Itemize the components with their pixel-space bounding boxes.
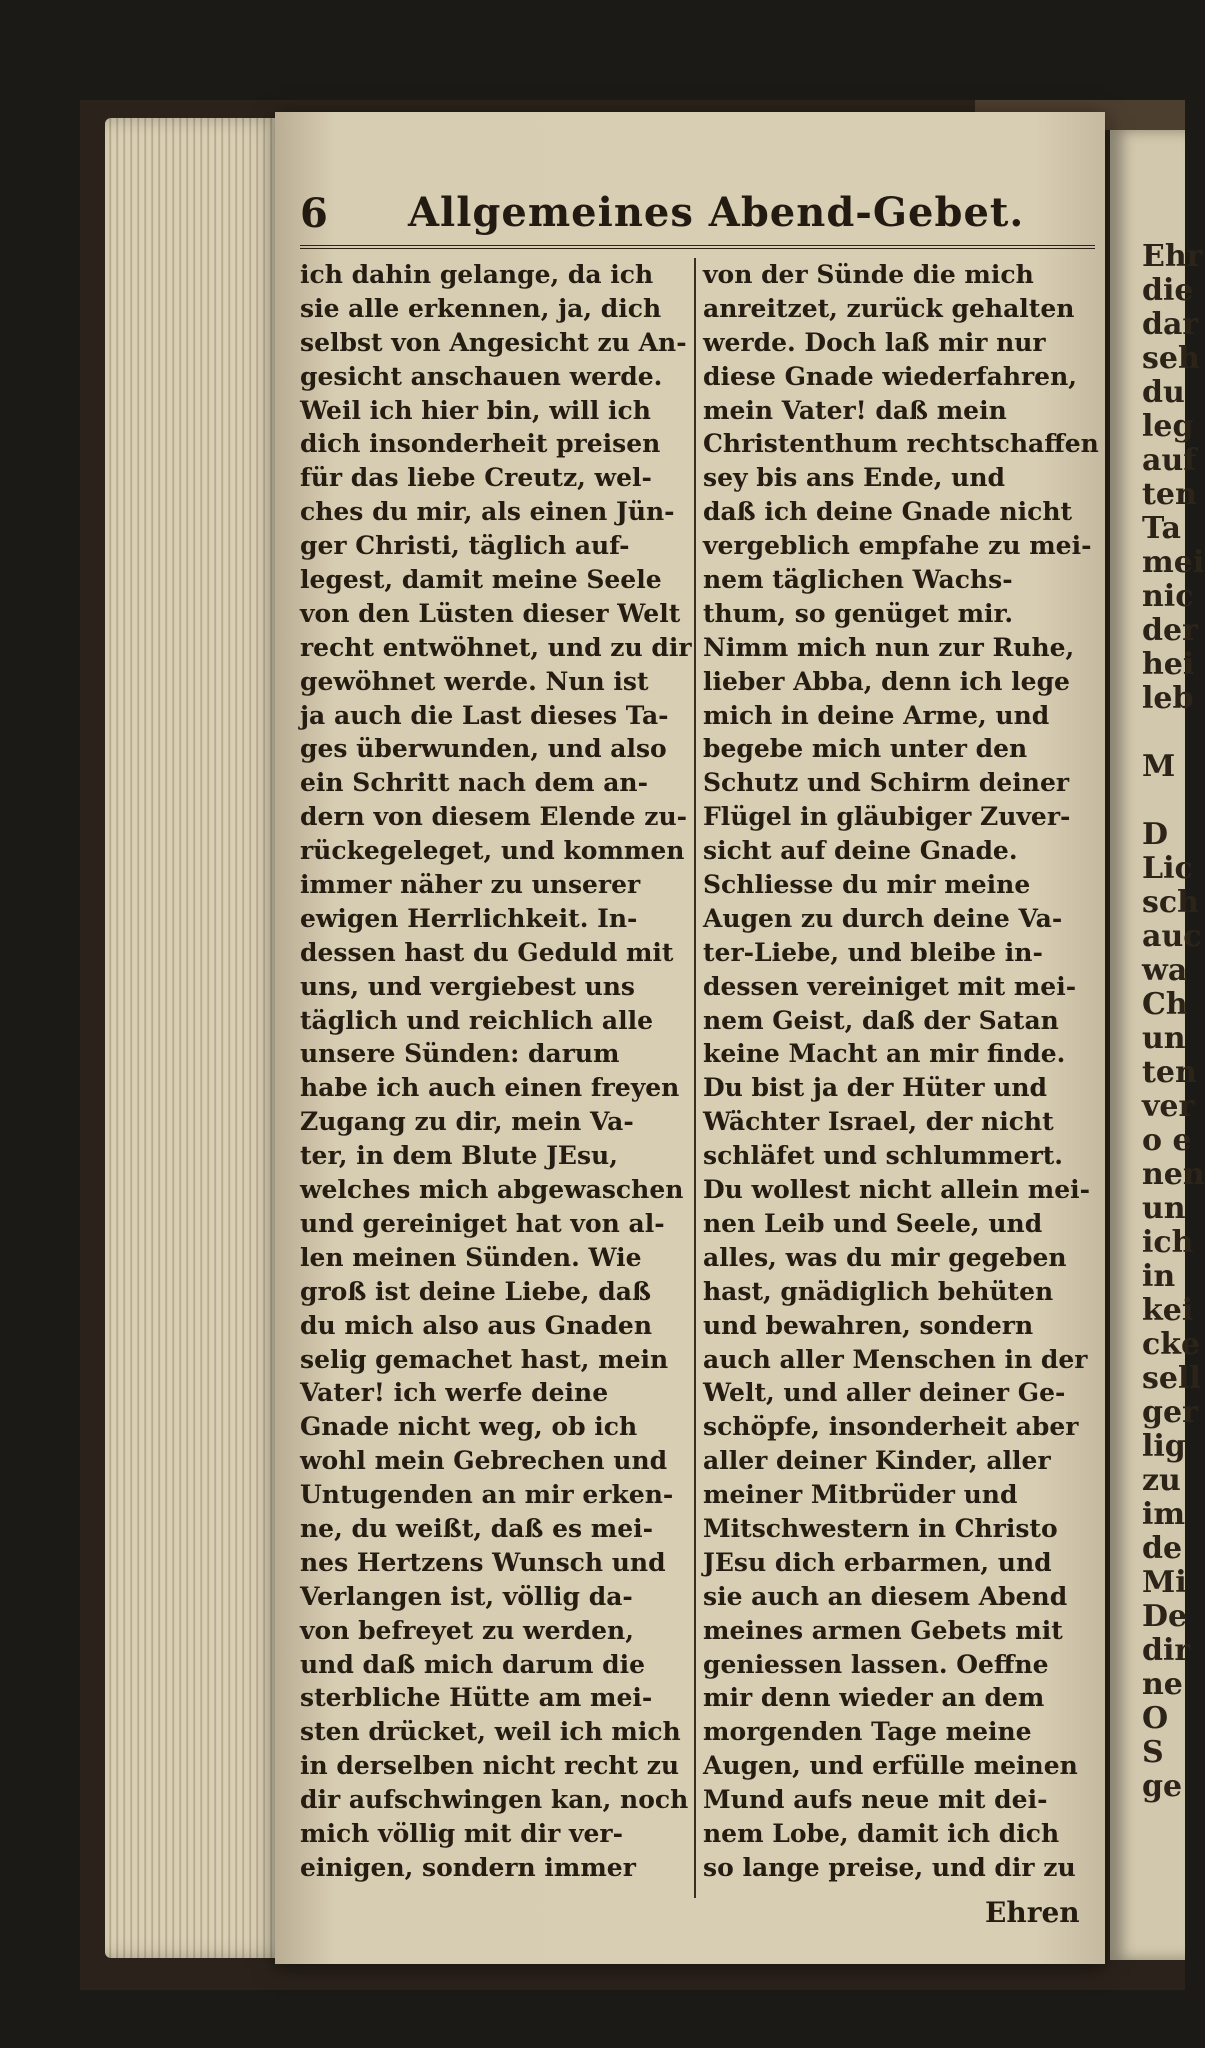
- facing-page-text: Ehr die dar seh du leg auf ten Ta mei nic der hei leb M D Lic sch auc wa Ch un ten ver o e nen un ich in kei cke sell ger lig zu im de Mi De dir ne O S ge: [1142, 239, 1205, 1804]
- text-line: sterbliche Hütte am mei-: [300, 1683, 653, 1713]
- text-line: Schliesse du mir meine: [703, 870, 1031, 900]
- text-line: sie alle erkennen, ja, dich: [300, 293, 662, 323]
- text-line: ein Schritt nach dem an-: [300, 768, 648, 798]
- text-line: ja auch die Last dieses Ta-: [300, 700, 669, 730]
- text-line: diese Gnade wiederfahren,: [703, 361, 1077, 391]
- text-line: keine Macht an mir finde.: [703, 1039, 1066, 1069]
- text-line: lieber Abba, denn ich lege: [703, 666, 1070, 696]
- text-line: für das liebe Creutz, wel-: [300, 463, 652, 493]
- text-line: dich insonderheit preisen: [300, 429, 661, 459]
- text-line: thum, so genüget mir.: [703, 598, 1014, 628]
- text-line: alles, was du mir gegeben: [703, 1242, 1067, 1272]
- text-line: rückegeleget, und kommen: [300, 836, 685, 866]
- text-line: Vater! ich werfe deine: [300, 1378, 609, 1408]
- text-line: selbst von Angesicht zu An-: [300, 327, 687, 357]
- text-line: Zugang zu dir, mein Va-: [300, 1107, 634, 1137]
- text-line: sie auch an diesem Abend: [703, 1581, 1068, 1611]
- page-header: [300, 185, 1095, 245]
- text-line: daß ich deine Gnade nicht: [703, 497, 1073, 527]
- text-line: unsere Sünden: darum: [300, 1039, 620, 1069]
- text-line: gesicht anschauen werde.: [300, 361, 663, 391]
- text-line: nen Leib und Seele, und: [703, 1208, 1043, 1238]
- text-line: täglich und reichlich alle: [300, 1005, 654, 1035]
- catchword: Ehren: [985, 1896, 1080, 1929]
- running-title: Allgemeines Abend-Gebet.: [408, 189, 1025, 236]
- text-line: schöpfe, insonderheit aber: [703, 1412, 1079, 1442]
- text-line: begebe mich unter den: [703, 734, 1028, 764]
- text-line: Mitschwestern in Christo: [703, 1513, 1058, 1543]
- text-line: meiner Mitbrüder und: [703, 1480, 1018, 1510]
- text-line: mich in deine Arme, und: [703, 700, 1050, 730]
- text-line: schläfet und schlummert.: [703, 1141, 1063, 1171]
- text-line: und gereiniget hat von al-: [300, 1208, 665, 1238]
- text-line: hast, gnädiglich behüten: [703, 1276, 1054, 1306]
- text-line: gewöhnet werde. Nun ist: [300, 666, 649, 696]
- text-line: wohl mein Gebrechen und: [300, 1446, 668, 1476]
- text-line: dessen hast du Geduld mit: [300, 937, 674, 967]
- text-line: Schutz und Schirm deiner: [703, 768, 1070, 798]
- text-line: Wächter Israel, der nicht: [703, 1107, 1054, 1137]
- text-line: von den Lüsten dieser Welt: [300, 598, 681, 628]
- text-line: groß ist deine Liebe, daß: [300, 1276, 651, 1306]
- text-line: Verlangen ist, völlig da-: [300, 1581, 633, 1611]
- page-stack-edges: [105, 118, 295, 1958]
- text-line: legest, damit meine Seele: [300, 565, 662, 595]
- text-line: ter, in dem Blute JEsu,: [300, 1141, 618, 1171]
- text-line: selig gemachet hast, mein: [300, 1344, 669, 1374]
- text-line: und bewahren, sondern: [703, 1310, 1034, 1340]
- right-text-column: [703, 258, 1099, 1885]
- text-line: Du wollest nicht allein mei-: [703, 1175, 1091, 1205]
- text-line: ger Christi, täglich auf-: [300, 531, 630, 561]
- text-line: ich dahin gelange, da ich: [300, 260, 654, 289]
- text-line: in derselben nicht recht zu: [300, 1751, 680, 1781]
- text-line: mein Vater! daß mein: [703, 395, 1007, 425]
- text-line: nem täglichen Wachs-: [703, 565, 1013, 595]
- text-line: sey bis ans Ende, und: [703, 463, 1005, 493]
- column-divider: [694, 258, 696, 1898]
- text-line: Welt, und aller deiner Ge-: [703, 1378, 1066, 1408]
- text-line: anreitzet, zurück gehalten: [703, 293, 1075, 323]
- text-line: vergeblich empfahe zu mei-: [703, 531, 1092, 561]
- text-line: meines armen Gebets mit: [703, 1615, 1063, 1645]
- text-line: dern von diesem Elende zu-: [300, 802, 688, 832]
- text-line: uns, und vergiebest uns: [300, 971, 635, 1001]
- text-line: morgenden Tage meine: [703, 1717, 1032, 1747]
- text-line: und daß mich darum die: [300, 1649, 646, 1679]
- text-line: Augen, und erfülle meinen: [703, 1751, 1078, 1781]
- text-line: nem Lobe, damit ich dich: [703, 1818, 1060, 1848]
- text-line: dessen vereiniget mit mei-: [703, 971, 1077, 1001]
- text-line: so lange preise, und dir zu: [703, 1852, 1076, 1882]
- text-line: mich völlig mit dir ver-: [300, 1818, 623, 1848]
- text-line: geniessen lassen. Oeffne: [703, 1649, 1049, 1679]
- text-line: ges überwunden, und also: [300, 734, 667, 764]
- text-line: habe ich auch einen freyen: [300, 1073, 680, 1103]
- text-line: Mund aufs neue mit dei-: [703, 1785, 1048, 1815]
- text-line: auch aller Menschen in der: [703, 1344, 1088, 1374]
- text-line: Christenthum rechtschaffen: [703, 429, 1099, 459]
- text-line: aller deiner Kinder, aller: [703, 1446, 1051, 1476]
- text-line: nem Geist, daß der Satan: [703, 1005, 1059, 1035]
- text-line: Du bist ja der Hüter und: [703, 1073, 1048, 1103]
- text-line: mir denn wieder an dem: [703, 1683, 1045, 1713]
- text-line: sten drücket, weil ich mich: [300, 1717, 681, 1747]
- text-line: Nimm mich nun zur Ruhe,: [703, 632, 1075, 662]
- text-line: Augen zu durch deine Va-: [703, 903, 1063, 933]
- text-line: JEsu dich erbarmen, und: [703, 1547, 1052, 1577]
- text-line: ter-Liebe, und bleibe in-: [703, 937, 1043, 967]
- text-line: von befreyet zu werden,: [300, 1615, 634, 1645]
- text-line: Flügel in gläubiger Zuver-: [703, 802, 1071, 832]
- text-line: nes Hertzens Wunsch und: [300, 1547, 666, 1577]
- text-line: du mich also aus Gnaden: [300, 1310, 653, 1340]
- text-line: werde. Doch laß mir nur: [703, 327, 1046, 357]
- text-line: sicht auf deine Gnade.: [703, 836, 1018, 866]
- left-text-column: [300, 258, 692, 1885]
- text-line: Gnade nicht weg, ob ich: [300, 1412, 638, 1442]
- text-line: ewigen Herrlichkeit. In-: [300, 903, 638, 933]
- text-line: Untugenden an mir erken-: [300, 1480, 674, 1510]
- text-line: welches mich abgewaschen: [300, 1175, 684, 1205]
- text-line: immer näher zu unserer: [300, 870, 641, 900]
- page-number: 6: [300, 190, 328, 237]
- text-line: recht entwöhnet, und zu dir: [300, 632, 692, 662]
- text-line: Weil ich hier bin, will ich: [300, 395, 651, 425]
- text-line: ches du mir, als einen Jün-: [300, 497, 675, 527]
- text-line: von der Sünde die mich: [703, 260, 1034, 289]
- text-line: dir aufschwingen kan, noch: [300, 1785, 689, 1815]
- text-line: ne, du weißt, daß es mei-: [300, 1513, 654, 1543]
- facing-page-fragment: [1110, 130, 1205, 1960]
- header-rule: [300, 245, 1095, 249]
- text-line: einigen, sondern immer: [300, 1852, 636, 1882]
- text-line: len meinen Sünden. Wie: [300, 1242, 642, 1272]
